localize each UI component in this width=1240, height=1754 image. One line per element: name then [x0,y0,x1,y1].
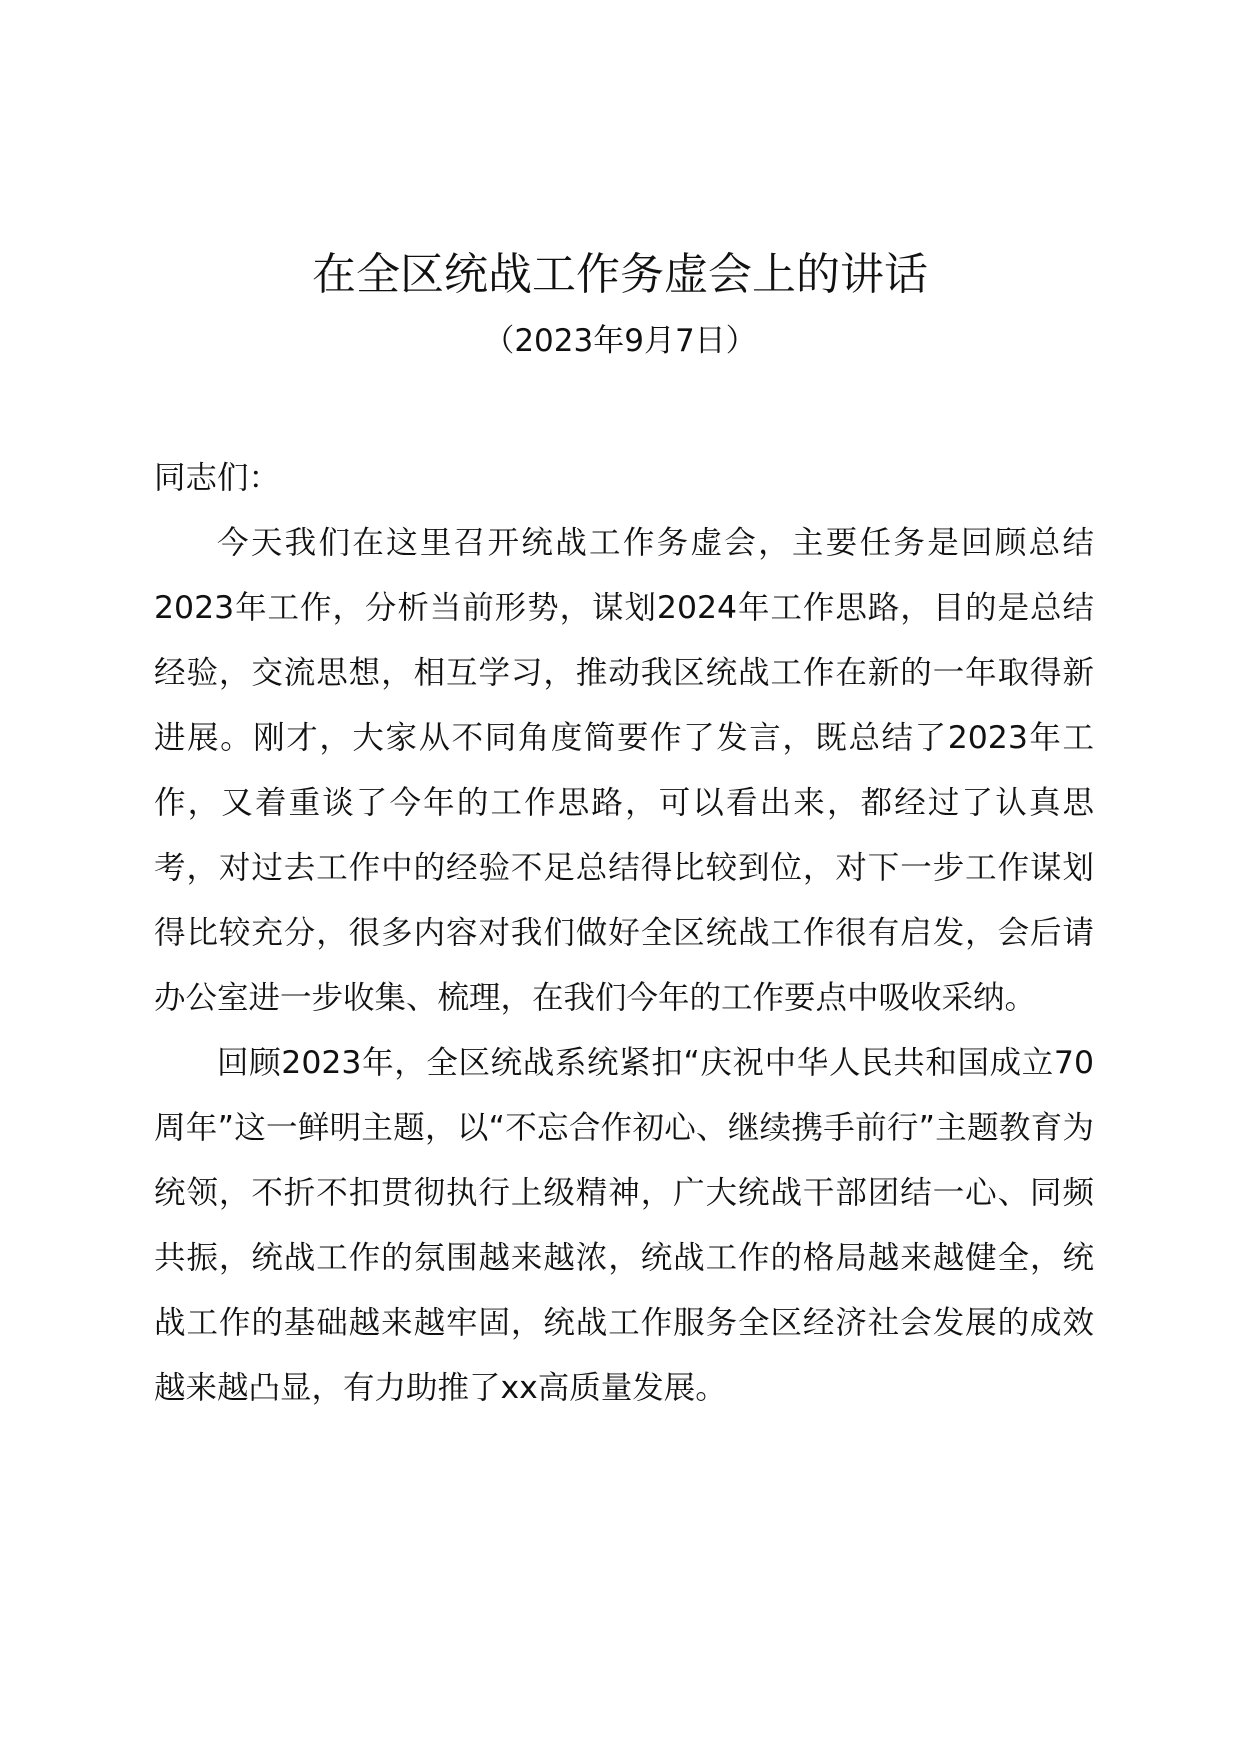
paragraph-2: 回顾2023年，全区统战系统紧扣“庆祝中华人民共和国成立70周年”这一鲜明主题，以“不忘合作初心、继续携手前行”主题教育为统领，不折不扣贯彻执行上级精神，广大统战干部团结一心、同频共振，统战工作的氛围越来越浓，统战工作的格局越来越健全，统战工作的基础越来越牢固，统战工作服务全区经济社会发展的成效越来越凸显，有力助推了xx高质量发展。 [154,1045,1094,1406]
salutation: 同志们： [154,460,281,496]
paragraph-1: 今天我们在这里召开统战工作务虚会，主要任务是回顾总结2023年工作，分析当前形势，谋划2024年工作思路，目的是总结经验，交流思想，相互学习，推动我区统战工作在新的一年取得新进展。刚才，大家从不同角度简要作了发言，既总结了2023年工作，又着重谈了今年的工作思路，可以看出来，都经过了认真思考，对过去工作中的经验不足总结得比较到位，对下一步工作谋划得比较充分，很多内容对我们做好全区统战工作很有启发，会后请办公室进一步收集、梳理，在我们今年的工作要点中吸收采纳。 [154,525,1094,1016]
document-body [154,446,1094,1421]
document-date: （2023年9月7日） [483,323,757,359]
document-title: 在全区统战工作务虚会上的讲话 [312,249,928,300]
